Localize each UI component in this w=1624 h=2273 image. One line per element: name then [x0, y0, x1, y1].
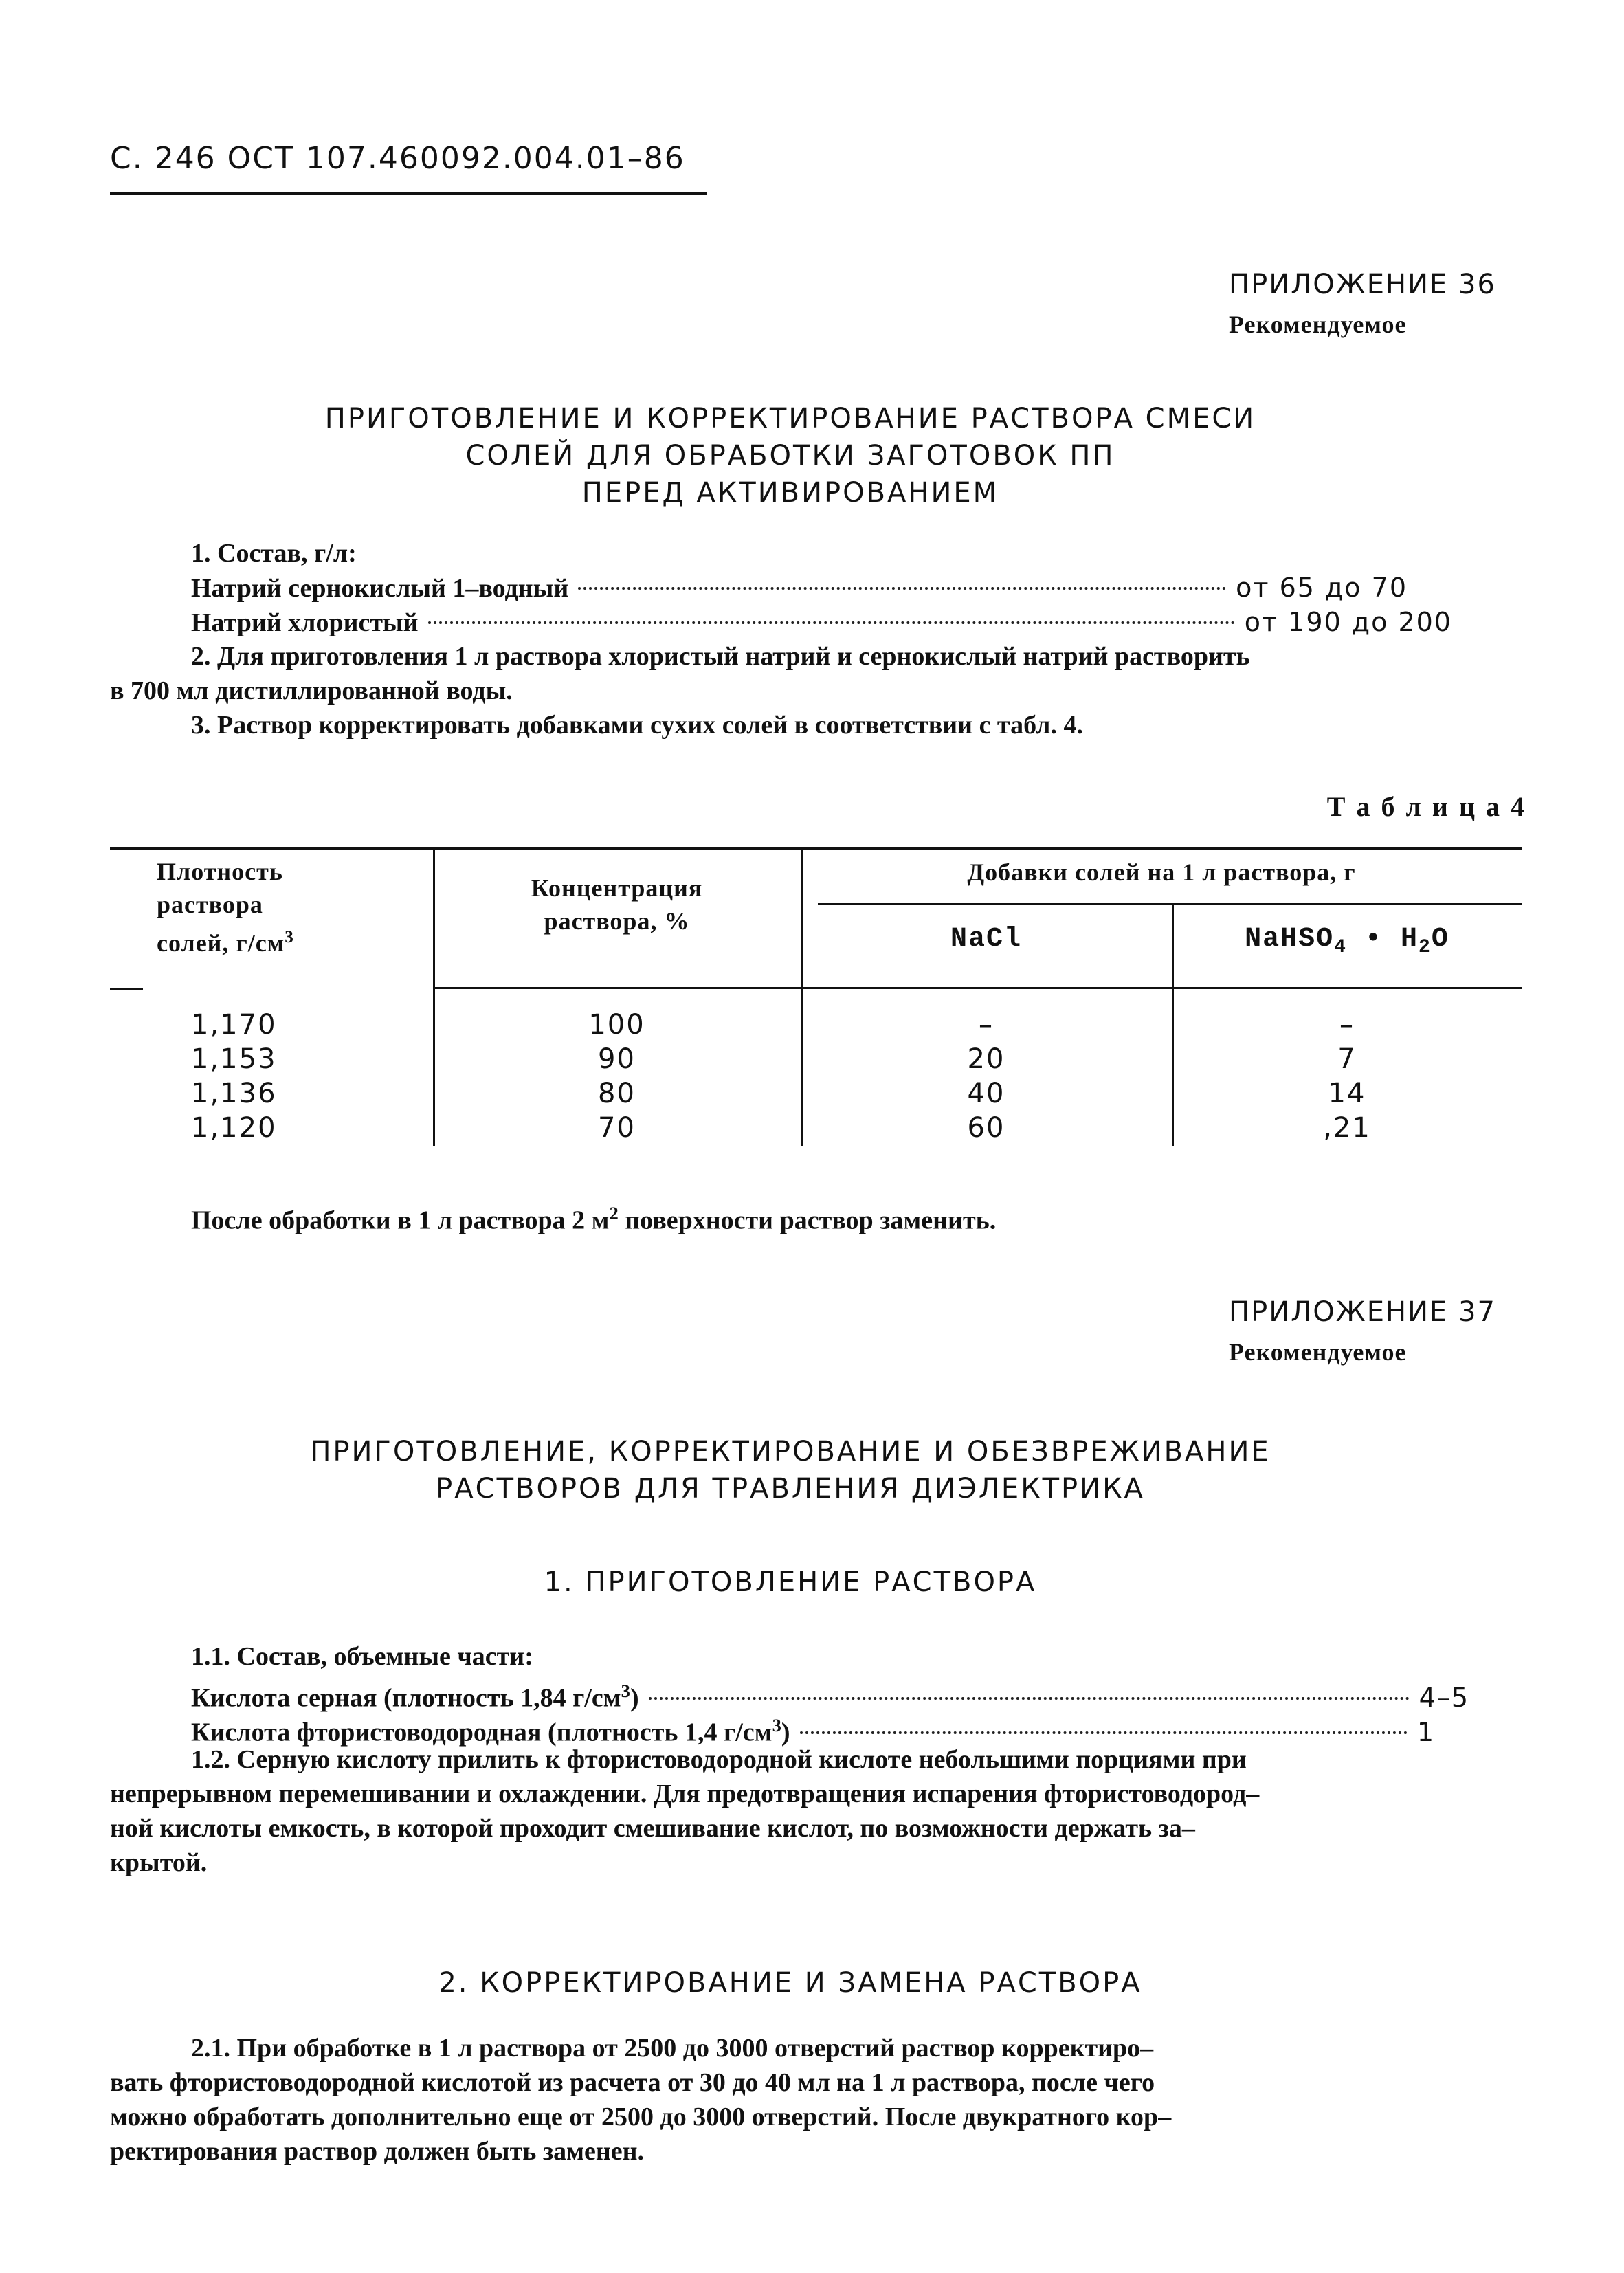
table-col-divider	[433, 847, 435, 1146]
section-1-title: 1. ПРИГОТОВЛЕНИЕ РАСТВОРА	[544, 1566, 1037, 1598]
formula-part: NaHSO	[1245, 924, 1335, 955]
composition-item-sodium-sulfate	[191, 570, 1408, 606]
header-density-line	[157, 921, 294, 960]
leader-dots	[428, 621, 1235, 624]
appendix-37-sublabel: Рекомендуемое	[1229, 1338, 1407, 1366]
paragraph-line: 2.1. При обработке в 1 л раствора от 2500 до 3000 отверстий раствор корректиро–	[191, 2034, 1154, 2063]
table-cell: ,21	[1323, 1112, 1371, 1144]
appendix-37-title	[206, 1433, 1375, 1507]
section-2-paragraph-1	[110, 2031, 1526, 2169]
table-cell: 1,136	[191, 1078, 277, 1109]
formula-sub: 4	[1334, 937, 1347, 958]
paragraph-line: можно обработать дополнительно еще от 2500 до 3000 отверстий. После двукратного кор–	[110, 2103, 1172, 2131]
composition-item-sodium-chloride	[191, 605, 1452, 640]
appendix-36-title-line: СОЛЕЙ ДЛЯ ОБРАБОТКИ ЗАГОТОВОК ПП	[465, 440, 1115, 472]
table-header-bottom-rule-left	[110, 988, 143, 990]
table-cell: 80	[598, 1078, 636, 1109]
paragraph-line: непрерывном перемешивании и охлаждении. Для предотвращения испарения фтористоводород–	[110, 1779, 1260, 1808]
table-cell: –	[979, 1009, 994, 1041]
table-col-divider	[1172, 903, 1174, 1146]
leader-dots	[578, 587, 1226, 590]
table-subheader-rule	[818, 903, 1522, 905]
paragraph-line: крытой.	[110, 1848, 208, 1877]
header-concentration-line: раствора, %	[544, 907, 690, 935]
appendix-36-title-line: ПРИГОТОВЛЕНИЕ И КОРРЕКТИРОВАНИЕ РАСТВОРА СМЕСИ	[324, 403, 1256, 434]
table-header-bottom-rule	[433, 987, 1522, 989]
header-rule	[110, 192, 707, 195]
paragraph-line: ной кислоты емкость, в которой проходит смешивание кислот, по возможности держать за–	[110, 1814, 1195, 1843]
paragraph-2-line-1: 2. Для приготовления 1 л раствора хлористый натрий и сернокислый натрий растворить	[191, 642, 1250, 671]
table-cell: 1,153	[191, 1043, 277, 1075]
table-caption: Т а б л и ц а 4	[1326, 791, 1526, 822]
section-1-composition-heading: 1.1. Состав, объемные части:	[191, 1642, 533, 1671]
formula-sub: 2	[1419, 937, 1432, 958]
section-2-title: 2. КОРРЕКТИРОВАНИЕ И ЗАМЕНА РАСТВОРА	[438, 1967, 1142, 1999]
item-value: 4–5	[1419, 1682, 1469, 1713]
header-density-line: раствора	[157, 891, 263, 918]
appendix-37-block	[1229, 1292, 1511, 1372]
appendix-36-title-line: ПЕРЕД АКТИВИРОВАНИЕМ	[581, 477, 999, 509]
header-density-sup: 3	[285, 928, 294, 946]
header-density	[157, 855, 294, 960]
composition-heading: 1. Состав, г/л:	[191, 539, 357, 568]
after-treatment-note	[191, 1196, 996, 1238]
appendix-36-title	[206, 400, 1375, 511]
leader-dots	[649, 1697, 1410, 1700]
header-concentration-line: Концентрация	[531, 874, 703, 902]
column-nahso4	[1172, 1008, 1522, 1145]
section-1-paragraph-2	[110, 1742, 1526, 1880]
table-top-rule	[110, 847, 1522, 850]
header-density-text: солей, г/см	[157, 929, 285, 957]
table-cell: 1,170	[191, 1009, 277, 1041]
item-label-text: Кислота серная (плотность 1,84 г/см	[191, 1683, 621, 1713]
leader-dots	[800, 1731, 1408, 1734]
formula-part: • H	[1365, 924, 1419, 955]
table-cell: 70	[598, 1112, 636, 1144]
appendix-36-block	[1229, 265, 1511, 344]
header-additions: Добавки солей на 1 л раствора, г	[967, 858, 1356, 886]
formula-part: O	[1431, 924, 1449, 955]
column-concentration	[433, 1008, 801, 1145]
item-value: 1	[1416, 1716, 1435, 1747]
appendix-36-label: ПРИЛОЖЕНИЕ 36	[1229, 269, 1496, 300]
paragraph-line: ректирования раствор должен быть заменен.	[110, 2137, 645, 2166]
item-label-sup: 3	[621, 1681, 630, 1701]
table-cell: 14	[1328, 1078, 1366, 1109]
table-cell: 60	[967, 1112, 1005, 1144]
note-text: поверхности раствор заменить.	[618, 1206, 997, 1235]
item-label-text: Кислота фтористоводородная (плотность 1,4 г/см	[191, 1718, 772, 1747]
appendix-36-sublabel: Рекомендуемое	[1229, 311, 1407, 338]
table-cell: 1,120	[191, 1112, 277, 1144]
item-label: Натрий хлористый	[191, 608, 419, 637]
table-cell: –	[1339, 1009, 1355, 1041]
table-col-divider	[801, 847, 803, 1146]
table-cell: 40	[967, 1078, 1005, 1109]
table-cell: 100	[588, 1009, 645, 1041]
item-value: от 65 до 70	[1236, 573, 1408, 603]
item-label-sup: 3	[772, 1715, 781, 1736]
paragraph-2-line-2: в 700 мл дистиллированной воды.	[110, 676, 513, 705]
header-concentration	[433, 872, 801, 938]
page-header: С. 246 ОСТ 107.460092.004.01–86	[110, 141, 685, 176]
note-text: После обработки в 1 л раствора 2 м	[191, 1206, 610, 1235]
paragraph-line: вать фтористоводородной кислотой из расчета от 30 до 40 мл на 1 л раствора, после чего	[110, 2068, 1155, 2097]
appendix-37-title-line: РАСТВОРОВ ДЛЯ ТРАВЛЕНИЯ ДИЭЛЕКТРИКА	[436, 1473, 1145, 1505]
column-nacl	[801, 1008, 1172, 1145]
item-value: от 190 до 200	[1244, 607, 1452, 637]
header-density-line: Плотность	[157, 858, 283, 885]
table-cell: 20	[967, 1043, 1005, 1075]
item-label-close: )	[781, 1718, 790, 1747]
header-nacl: NaCl	[950, 924, 1022, 955]
note-sup: 2	[609, 1203, 619, 1223]
table-cell: 7	[1337, 1043, 1357, 1075]
paragraph-line: 1.2. Серную кислоту прилить к фтористоводородной кислоте небольшими порциями при	[191, 1745, 1247, 1774]
table-cell: 90	[598, 1043, 636, 1075]
paragraph-3: 3. Раствор корректировать добавками сухих солей в соответствии с табл. 4.	[191, 711, 1083, 740]
appendix-37-label: ПРИЛОЖЕНИЕ 37	[1229, 1296, 1496, 1328]
appendix-37-title-line: ПРИГОТОВЛЕНИЕ, КОРРЕКТИРОВАНИЕ И ОБЕЗВРЕЖИВАНИЕ	[310, 1436, 1271, 1467]
column-density	[191, 1008, 277, 1145]
header-nahso4	[1172, 924, 1522, 958]
item-label: Натрий сернокислый 1–водный	[191, 574, 569, 603]
item-label-close: )	[630, 1683, 639, 1713]
